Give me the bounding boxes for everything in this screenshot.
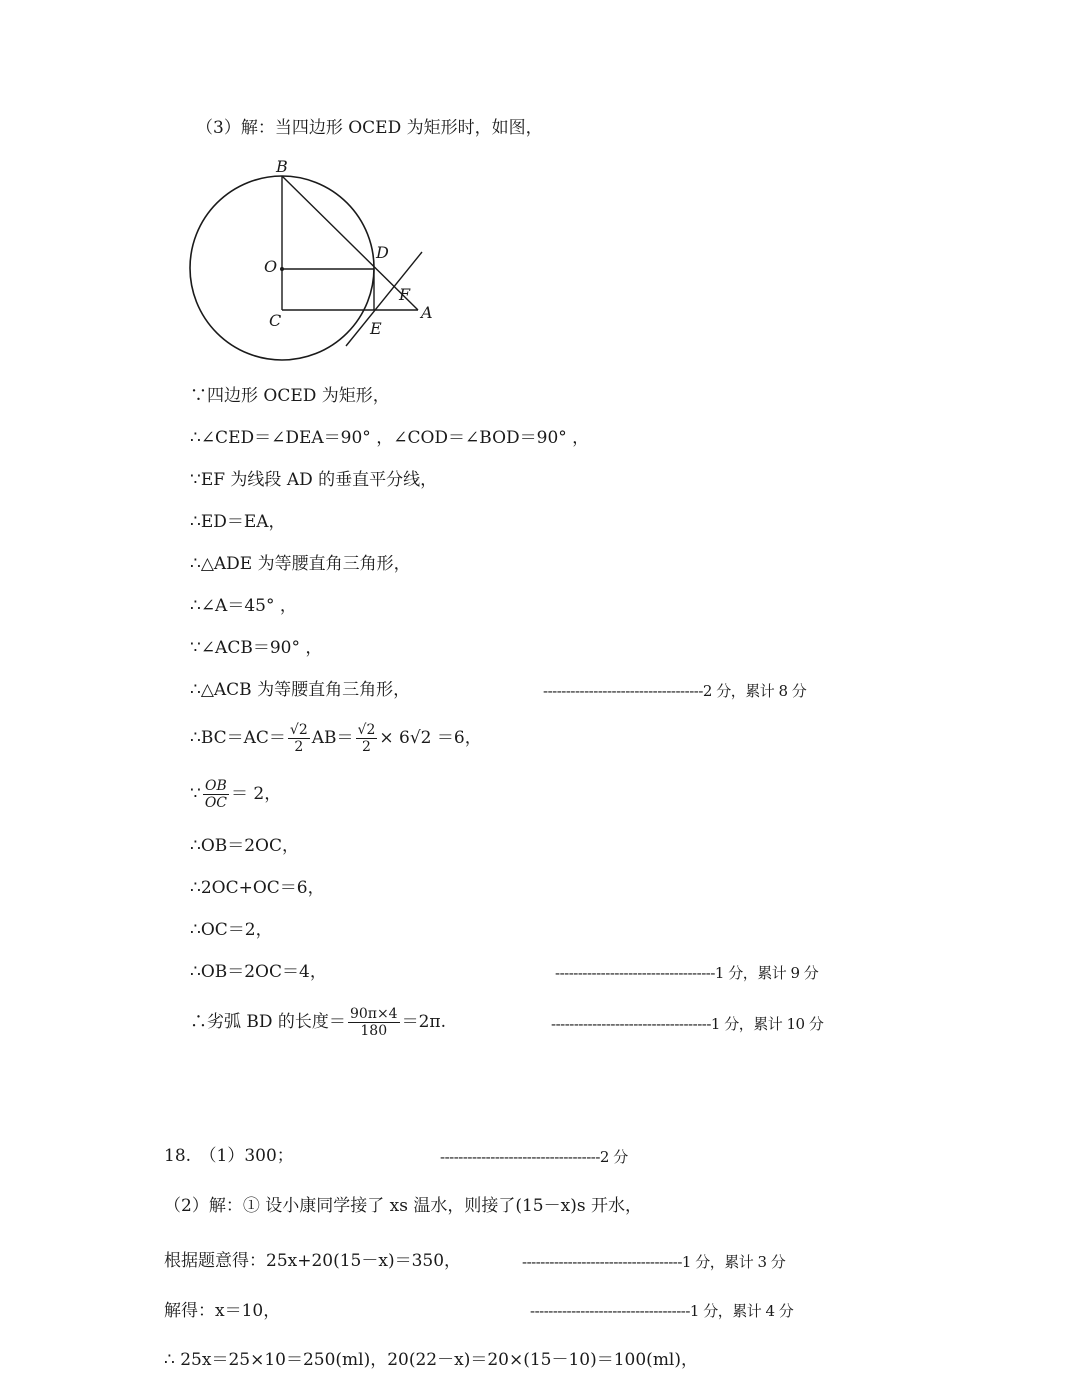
proof-line: ∴OB＝2OC， bbox=[190, 836, 300, 856]
q18-part1: 18. （1）300； bbox=[164, 1146, 294, 1166]
proof-line: ∴∠A＝45° ， bbox=[190, 596, 297, 616]
score-8: -----------------------------------2 分，累计 8 分 bbox=[543, 682, 807, 700]
proof-line: ∵EF 为线段 AD 的垂直平分线， bbox=[190, 470, 438, 490]
proof-line: ∴OB＝2OC＝4， bbox=[190, 962, 327, 982]
frac-num: 90π×4 bbox=[349, 1006, 398, 1022]
frac-num: OB bbox=[203, 778, 229, 795]
label-A: A bbox=[421, 303, 433, 322]
bc-prefix: ∴BC＝AC＝ bbox=[190, 728, 286, 748]
q18-part1-score: -----------------------------------2 分 bbox=[440, 1148, 628, 1166]
q18-final: ∴ 25x＝25×10＝250(ml)，20(22－x)＝20×(15－10)＝100(ml)， bbox=[164, 1350, 699, 1370]
frac-num: √2 bbox=[289, 722, 308, 738]
bc-suffix: × 6√2 ＝6， bbox=[379, 728, 482, 748]
fraction-ob-over-oc bbox=[203, 778, 229, 811]
frac-den: 2 bbox=[361, 739, 371, 755]
arc-line bbox=[190, 1006, 446, 1039]
frac-num: √2 bbox=[357, 722, 376, 738]
score-10: -----------------------------------1 分，累计 10 分 bbox=[551, 1015, 824, 1033]
label-B: B bbox=[276, 157, 288, 176]
frac-den: OC bbox=[204, 795, 228, 811]
proof-line: ∵∠ACB＝90° ， bbox=[190, 638, 323, 658]
arc-prefix: ∴劣弧 BD 的长度＝ bbox=[190, 1012, 346, 1032]
proof-line: ∴OC＝2， bbox=[190, 920, 273, 940]
score-9: -----------------------------------1 分，累计 9 分 bbox=[555, 964, 819, 982]
bc-line bbox=[190, 722, 482, 755]
ratio-suffix: ＝ 2， bbox=[231, 784, 282, 804]
fraction-sqrt2-over-2 bbox=[356, 722, 378, 755]
geometry-figure bbox=[180, 150, 450, 370]
frac-den: 180 bbox=[360, 1023, 388, 1039]
proof-line: ∵四边形 OCED 为矩形， bbox=[190, 386, 390, 406]
q18-equation-score: -----------------------------------1 分，累计 3 分 bbox=[522, 1253, 786, 1271]
label-C: C bbox=[269, 311, 282, 330]
label-E: E bbox=[370, 319, 382, 338]
bc-mid: AB＝ bbox=[311, 728, 354, 748]
fraction-arc-length bbox=[348, 1006, 400, 1039]
label-F: F bbox=[399, 285, 411, 304]
q18-solve-score: -----------------------------------1 分，累计 4 分 bbox=[530, 1302, 794, 1320]
proof-line: ∴△ACB 为等腰直角三角形， bbox=[190, 680, 411, 700]
arc-suffix: ＝2π. bbox=[401, 1012, 446, 1032]
q18-solve: 解得：x＝10， bbox=[164, 1301, 281, 1321]
frac-den: 2 bbox=[294, 739, 304, 755]
q18-equation: 根据题意得：25x+20(15－x)＝350， bbox=[164, 1251, 462, 1271]
fraction-sqrt2-over-2 bbox=[288, 722, 310, 755]
proof-line: ∴△ADE 为等腰直角三角形， bbox=[190, 554, 411, 574]
proof-line: ∴∠CED＝∠DEA＝90° ，∠COD＝∠BOD＝90° ， bbox=[190, 428, 590, 448]
label-D: D bbox=[376, 243, 389, 262]
part3-heading: （3）解：当四边形 OCED 为矩形时，如图， bbox=[196, 118, 543, 138]
ratio-prefix: ∵ bbox=[190, 784, 201, 804]
ratio-line bbox=[190, 778, 281, 811]
q18-part2-intro: （2）解：① 设小康同学接了 xs 温水，则接了(15－x)s 开水， bbox=[164, 1196, 642, 1216]
proof-line: ∴2OC+OC＝6， bbox=[190, 878, 325, 898]
label-O: O bbox=[264, 257, 278, 276]
proof-line: ∴ED＝EA， bbox=[190, 512, 286, 532]
